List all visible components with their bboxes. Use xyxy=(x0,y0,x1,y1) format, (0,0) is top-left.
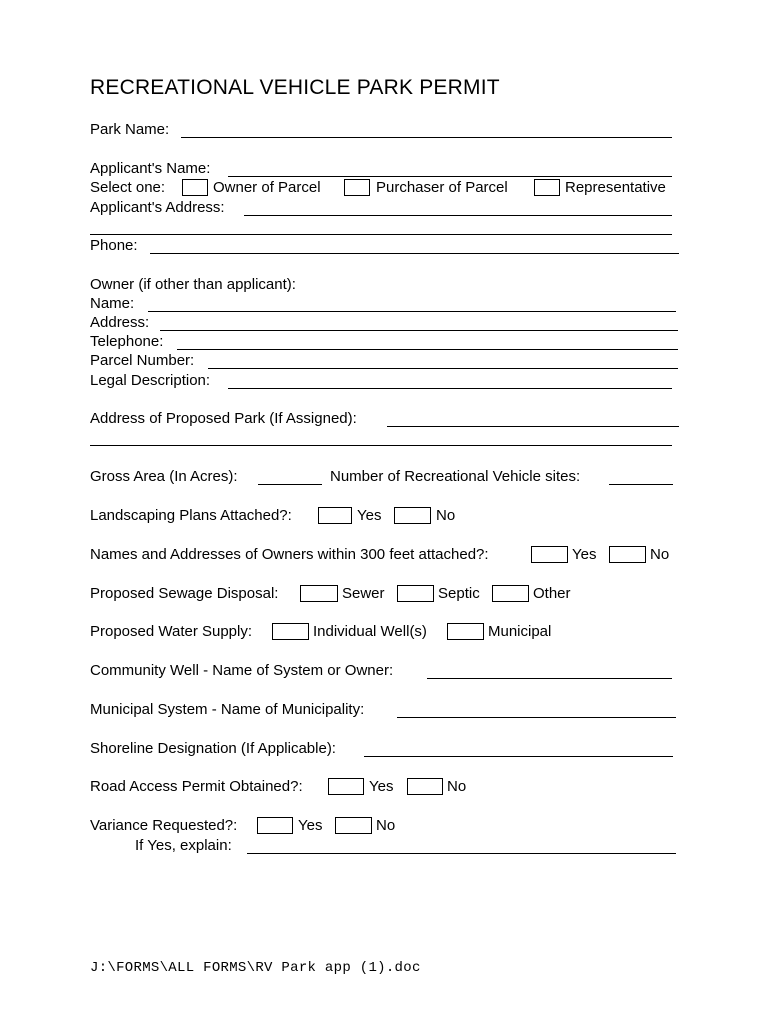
legal-description-label: Legal Description: xyxy=(90,372,211,389)
shoreline-label: Shoreline Designation (If Applicable): xyxy=(90,740,336,757)
proposed-address-label: Address of Proposed Park (If Assigned): xyxy=(90,410,357,427)
applicant-address-field-2[interactable] xyxy=(90,234,672,235)
owner-address-label: Address: xyxy=(90,314,150,331)
owners-300-yes-label: Yes xyxy=(572,546,597,563)
phone-field[interactable] xyxy=(150,253,679,254)
septic-checkbox[interactable] xyxy=(397,585,434,602)
sewage-label: Proposed Sewage Disposal: xyxy=(90,585,279,602)
variance-yes-label: Yes xyxy=(298,817,323,834)
sites-label: Number of Recreational Vehicle sites: xyxy=(330,468,581,485)
applicant-name-label: Applicant's Name: xyxy=(90,160,211,177)
variance-label: Variance Requested?: xyxy=(90,817,238,834)
footer-file-path: J:\FORMS\ALL FORMS\RV Park app (1).doc xyxy=(90,960,421,976)
purchaser-of-parcel-label: Purchaser of Parcel xyxy=(376,179,508,196)
owners-300-yes-checkbox[interactable] xyxy=(531,546,568,563)
septic-label: Septic xyxy=(438,585,480,602)
road-access-label: Road Access Permit Obtained?: xyxy=(90,778,303,795)
landscaping-no-label: No xyxy=(436,507,456,524)
sewer-checkbox[interactable] xyxy=(300,585,338,602)
owners-300-no-checkbox[interactable] xyxy=(609,546,646,563)
phone-label: Phone: xyxy=(90,237,138,254)
landscaping-yes-checkbox[interactable] xyxy=(318,507,352,524)
parcel-number-field[interactable] xyxy=(208,368,678,369)
owner-of-parcel-label: Owner of Parcel xyxy=(213,179,321,196)
water-label: Proposed Water Supply: xyxy=(90,623,253,640)
sewage-other-label: Other xyxy=(533,585,571,602)
road-access-yes-label: Yes xyxy=(369,778,394,795)
park-name-field[interactable] xyxy=(181,137,672,138)
road-access-no-label: No xyxy=(447,778,467,795)
gross-area-label: Gross Area (In Acres): xyxy=(90,468,238,485)
sites-field[interactable] xyxy=(609,484,673,485)
parcel-number-label: Parcel Number: xyxy=(90,352,195,369)
community-well-field[interactable] xyxy=(427,678,672,679)
if-yes-explain-field[interactable] xyxy=(247,853,676,854)
owners-300-no-label: No xyxy=(650,546,670,563)
representative-label: Representative xyxy=(565,179,666,196)
if-yes-explain-label: If Yes, explain: xyxy=(135,837,232,854)
applicant-name-field[interactable] xyxy=(228,176,672,177)
shoreline-field[interactable] xyxy=(364,756,673,757)
road-access-yes-checkbox[interactable] xyxy=(328,778,364,795)
road-access-no-checkbox[interactable] xyxy=(407,778,443,795)
owner-heading: Owner (if other than applicant): xyxy=(90,276,296,293)
municipal-system-label: Municipal System - Name of Municipality: xyxy=(90,701,365,718)
owner-name-field[interactable] xyxy=(148,311,676,312)
municipal-water-checkbox[interactable] xyxy=(447,623,484,640)
select-one-label: Select one: xyxy=(90,179,166,196)
individual-well-checkbox[interactable] xyxy=(272,623,309,640)
variance-no-checkbox[interactable] xyxy=(335,817,372,834)
owner-telephone-label: Telephone: xyxy=(90,333,164,350)
landscaping-label: Landscaping Plans Attached?: xyxy=(90,507,292,524)
applicant-address-field[interactable] xyxy=(244,215,672,216)
park-name-label: Park Name: xyxy=(90,121,170,138)
proposed-address-field[interactable] xyxy=(387,426,679,427)
representative-checkbox[interactable] xyxy=(534,179,560,196)
form-title: RECREATIONAL VEHICLE PARK PERMIT xyxy=(90,76,500,99)
community-well-label: Community Well - Name of System or Owner: xyxy=(90,662,394,679)
gross-area-field[interactable] xyxy=(258,484,322,485)
proposed-address-field-2[interactable] xyxy=(90,445,672,446)
sewer-label: Sewer xyxy=(342,585,385,602)
owner-telephone-field[interactable] xyxy=(177,349,678,350)
variance-no-label: No xyxy=(376,817,396,834)
individual-well-label: Individual Well(s) xyxy=(313,623,427,640)
owner-name-label: Name: xyxy=(90,295,135,312)
owner-address-field[interactable] xyxy=(160,330,678,331)
variance-yes-checkbox[interactable] xyxy=(257,817,293,834)
owners-300-label: Names and Addresses of Owners within 300 feet attached?: xyxy=(90,546,489,563)
sewage-other-checkbox[interactable] xyxy=(492,585,529,602)
legal-description-field[interactable] xyxy=(228,388,672,389)
applicant-address-label: Applicant's Address: xyxy=(90,199,225,216)
landscaping-no-checkbox[interactable] xyxy=(394,507,431,524)
owner-of-parcel-checkbox[interactable] xyxy=(182,179,208,196)
municipal-water-label: Municipal xyxy=(488,623,552,640)
municipal-system-field[interactable] xyxy=(397,717,676,718)
landscaping-yes-label: Yes xyxy=(357,507,382,524)
purchaser-of-parcel-checkbox[interactable] xyxy=(344,179,370,196)
